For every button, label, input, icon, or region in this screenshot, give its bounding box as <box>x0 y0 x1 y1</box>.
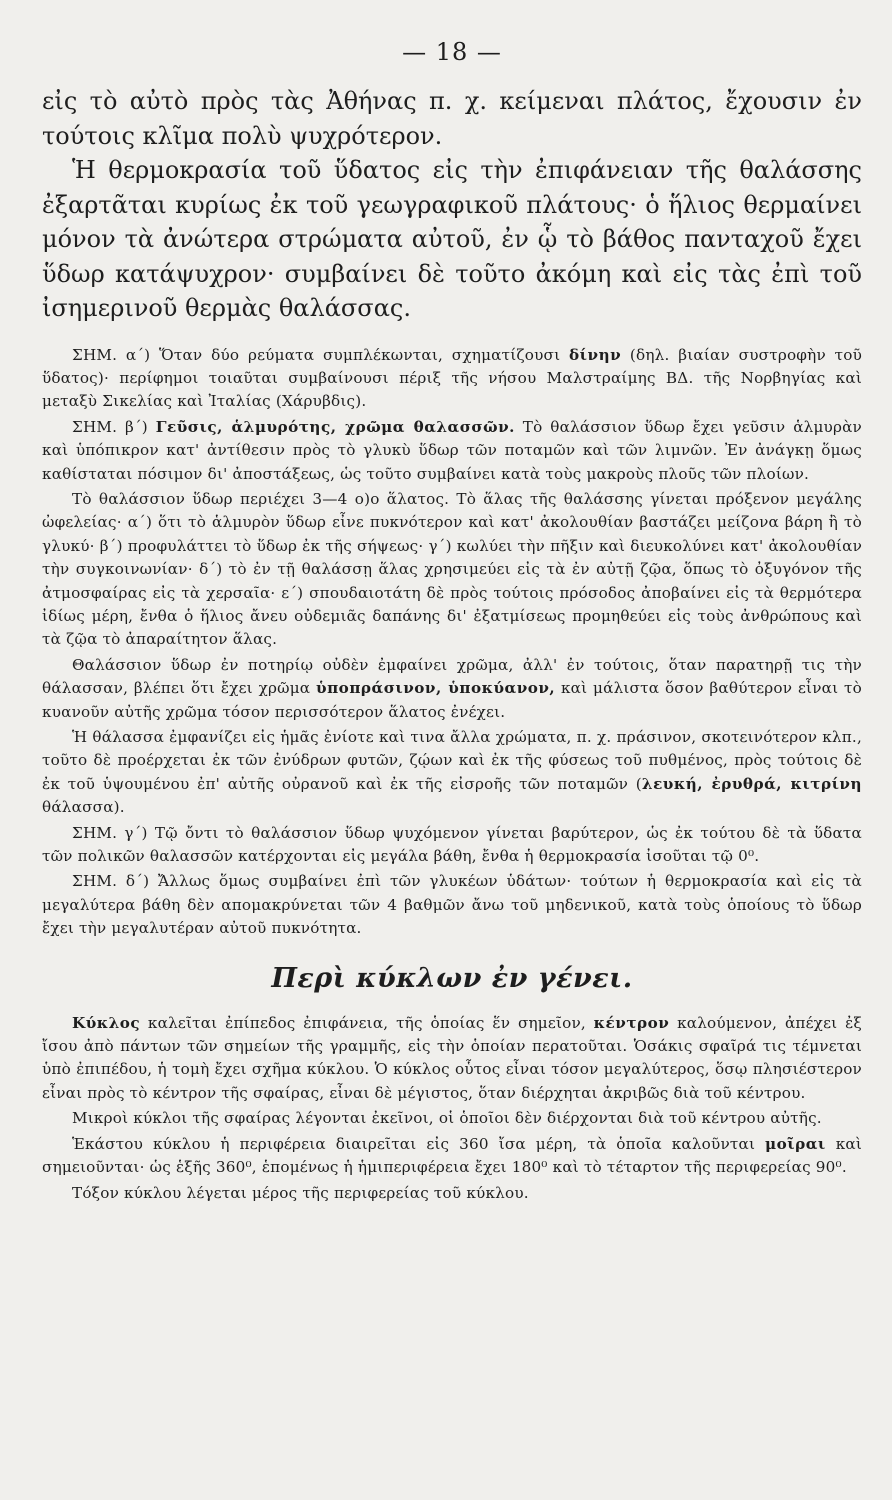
paragraph: Ἡ θερμοκρασία τοῦ ὕδατος εἰς τὴν ἐπιφάνειαν τῆς θαλάσσης ἐξαρτᾶται κυρίως ἐκ τοῦ γεωγραφικοῦ πλάτους· ὁ ἥλιος θερμαίνει μόνον τὰ ἀνώτερα στρώματα αὐτοῦ, ἐν ᾧ τὸ βάθος πανταχοῦ ἔχει ὕδωρ κατάψυχρον· συμβαίνει δὲ τοῦτο ἀκόμη καὶ εἰς τὰς ἐπὶ τοῦ ἰσημερινοῦ θερμὰς θαλάσσας. <box>42 156 862 322</box>
note-a <box>42 344 862 414</box>
paragraph-text: καὶ σημειοῦνται· ὡς ἑξῆς 360⁰, ἑπομένως ἡ ἡμιπεριφέρεια ἔχει 180⁰ καὶ τὸ τέταρτον τῆς περιφερείας 90⁰. <box>42 1134 862 1177</box>
bold-term: ὑποπράσινον, ὑποκύανον, <box>316 679 556 698</box>
paragraph-text: Ἑκάστου κύκλου ἡ περιφέρεια διαιρεῖται εἰς 360 ἴσα μέρη, τὰ ὁποῖα καλοῦνται <box>72 1134 766 1153</box>
bold-term: λευκή, ἐρυθρά, κιτρίνη <box>641 774 862 793</box>
bold-term: δίνην <box>569 345 622 364</box>
note-text: (δηλ. βιαίαν συστροφὴν τοῦ ὕδατος)· περίφημοι τοιαῦται συμβαίνουσι πέριξ τῆς νήσου Μαλστραίμης ΒΔ. τῆς Νορβηγίας καὶ μεταξὺ Σικελίας καὶ Ἰταλίας (Χάρυβδις). <box>42 345 863 411</box>
paragraph <box>42 1133 862 1180</box>
bold-term: μοῖραι <box>765 1134 826 1153</box>
paragraph-text: Ἡ θάλασσα ἐμφανίζει εἰς ἡμᾶς ἐνίοτε καὶ τινα ἄλλα χρώματα, π. χ. πράσινον, σκοτεινότερον κλπ., τοῦτο δὲ προέρχεται ἐκ τῶν ἐνύδρων φυτῶν, ζῴων καὶ ἐκ τῆς φύσεως τοῦ πυθμένος, πρὸς τούτοις δὲ ἐκ τοῦ ὑψουμένου ἐπ' αὐτῆς οὐρανοῦ καὶ ἐκ τῆς εἰσροῆς τῶν ποταμῶν ( <box>42 728 862 793</box>
paragraph: εἰς τὸ αὐτὸ πρὸς τὰς Ἀθήνας π. χ. κείμεναι πλάτος, ἔχουσιν ἐν τούτοις κλῖμα πολὺ ψυχρότερον. <box>42 87 862 150</box>
paragraph <box>42 654 862 724</box>
note-text: ΣΗΜ. α΄) Ὅταν δύο ρεύματα συμπλέκωνται, σχηματίζουσι <box>72 345 570 364</box>
bold-term: Γεῦσις, ἁλμυρότης, χρῶμα θαλασσῶν. <box>155 417 515 436</box>
note-d: ΣΗΜ. δ΄) Ἄλλως ὅμως συμβαίνει ἐπὶ τῶν γλυκέων ὑδάτων· τούτων ἡ θερμοκρασία καὶ εἰς τὰ μεγαλύτερα βάθη δὲν απομακρύνεται τῶν 4 βαθμῶν ἄνω τοῦ μηδενικοῦ, κατὰ τοὺς ὁποίους τὸ ὕδωρ ἔχει τὴν μεγαλυτέραν αὐτοῦ πυκνότητα. <box>42 872 862 938</box>
note-text: ΣΗΜ. β΄) <box>72 417 156 436</box>
bold-term: κέντρον <box>593 1013 670 1032</box>
paragraph-text: καλεῖται ἐπίπεδος ἐπιφάνεια, τῆς ὁποίας ἕν σημεῖον, <box>140 1013 594 1032</box>
page <box>42 38 862 1207</box>
page-number: — 18 — <box>402 38 502 66</box>
paragraph: Τὸ θαλάσσιον ὕδωρ περιέχει 3—4 ο)ο ἅλατος. Τὸ ἅλας τῆς θαλάσσης γίνεται πρόξενον μεγάλης ὠφελείας· α΄) ὅτι τὸ ἁλμυρὸν ὕδωρ εἶνε πυκνότερον καὶ κατ' ἀκολουθίαν βαστάζει μείζονα βάρη ἢ τὸ γλυκύ· β΄) προφυλάττει τὸ ὕδωρ ἐκ τῆς σήψεως· γ΄) κωλύει τὴν πῆξιν καὶ διευκολύνει κατ' ἀκολουθίαν τὴν συγκοινωνίαν· δ΄) τὸ ἐν τῇ θαλάσσῃ ἅλας χρησιμεύει εἰς τὰ ἐν αὐτῇ ζῷα, ὅπως τὸ ὀξυγόνον τῆς ἀτμοσφαίρας εἰς τὰ χερσαῖα· ε΄) σπουδαιοτάτη δὲ πρὸς τούτοις πρόσοδος ἀποβαίνει εἰς τὰ θερμότερα ἰδίως μέρη, ἔνθα ὁ ἥλιος ἄνευ οὐδεμιᾶς δαπάνης δι' ἐξατμίσεως προμηθεύει εἰς τοὺς ἀνθρώπους καὶ τὰ ζῷα τὸ ἀπαραίτητον ἅλας. <box>42 489 862 649</box>
note-c: ΣΗΜ. γ΄) Τῷ ὄντι τὸ θαλάσσιον ὕδωρ ψυχόμενον γίνεται βαρύτερον, ὡς ἐκ τούτου δὲ τὰ ὕδατα τῶν πολικῶν θαλασσῶν κατέρχονται εἰς μεγάλα βάθη, ἔνθα ἡ θερμοκρασία ἰσοῦται τῷ 0⁰. <box>42 823 862 866</box>
note-text: Τὸ θαλάσσιον ὕδωρ ἔχει γεῦσιν ἁλμυρὰν καὶ ὑπόπικρον κατ' ἀντίθεσιν πρὸς τὸ γλυκὺ ὕδωρ τῶν ποταμῶν καὶ τῶν λιμνῶν. Ἐν ἀνάγκῃ ὅμως καθίσταται πόσιμον δι' ἀποστάξεως, ὡς τοῦτο συμβαίνει κατὰ τοὺς μακροὺς πλοῦς τῶν πλοίων. <box>42 417 862 483</box>
main-text <box>42 84 862 326</box>
paragraph-text: καὶ μάλιστα ὅσον βαθύτερον εἶναι τὸ κυανοῦν αὐτῆς χρῶμα τόσον περισσότερον ἅλατος ἐνέχει. <box>42 679 862 721</box>
notes-text <box>42 344 862 1205</box>
paragraph-text: Θαλάσσιον ὕδωρ ἐν ποτηρίῳ οὐδὲν ἐμφαίνει χρῶμα, ἀλλ' ἐν τούτοις, ὅταν παρατηρῇ τις τὴν θάλασσαν, βλέπει ὅτι ἔχει χρῶμα <box>42 655 862 698</box>
paragraph: Τόξον κύκλου λέγεται μέρος τῆς περιφερείας τοῦ κύκλου. <box>72 1183 529 1202</box>
paragraph <box>42 1012 862 1106</box>
paragraph-text: καλούμενον, ἀπέχει ἐξ ἴσου ἀπὸ πάντων τῶν σημείων τῆς γραμμῆς, εἰς τὴν ὁποίαν περατοῦται. Ὁσάκις σφαῖρά τις τέμνεται ὑπὸ ἐπιπέδου, ἡ τομὴ ἔχει σχῆμα κύκλου. Ὁ κύκλος οὗτος εἶναι τόσον μεγαλύτερος, ὅσῳ πλησιέστερον εἶναι πρὸς τὸ κέντρον τῆς σφαίρας, εἶναι δὲ μέγιστος, ὅταν διέρχηται ἀκριβῶς διὰ τοῦ κέντρου. <box>42 1013 862 1102</box>
paragraph: Μικροὶ κύκλοι τῆς σφαίρας λέγονται ἐκεῖνοι, οἱ ὁποῖοι δὲν διέρχονται διὰ τοῦ κέντρου αὐτῆς. <box>72 1109 822 1128</box>
section-heading: Περὶ κύκλων ἐν γένει. <box>271 962 633 994</box>
bold-term: Κύκλος <box>72 1013 141 1032</box>
paragraph <box>42 726 862 820</box>
note-b <box>42 416 862 486</box>
paragraph-text: θάλασσα). <box>42 798 125 817</box>
